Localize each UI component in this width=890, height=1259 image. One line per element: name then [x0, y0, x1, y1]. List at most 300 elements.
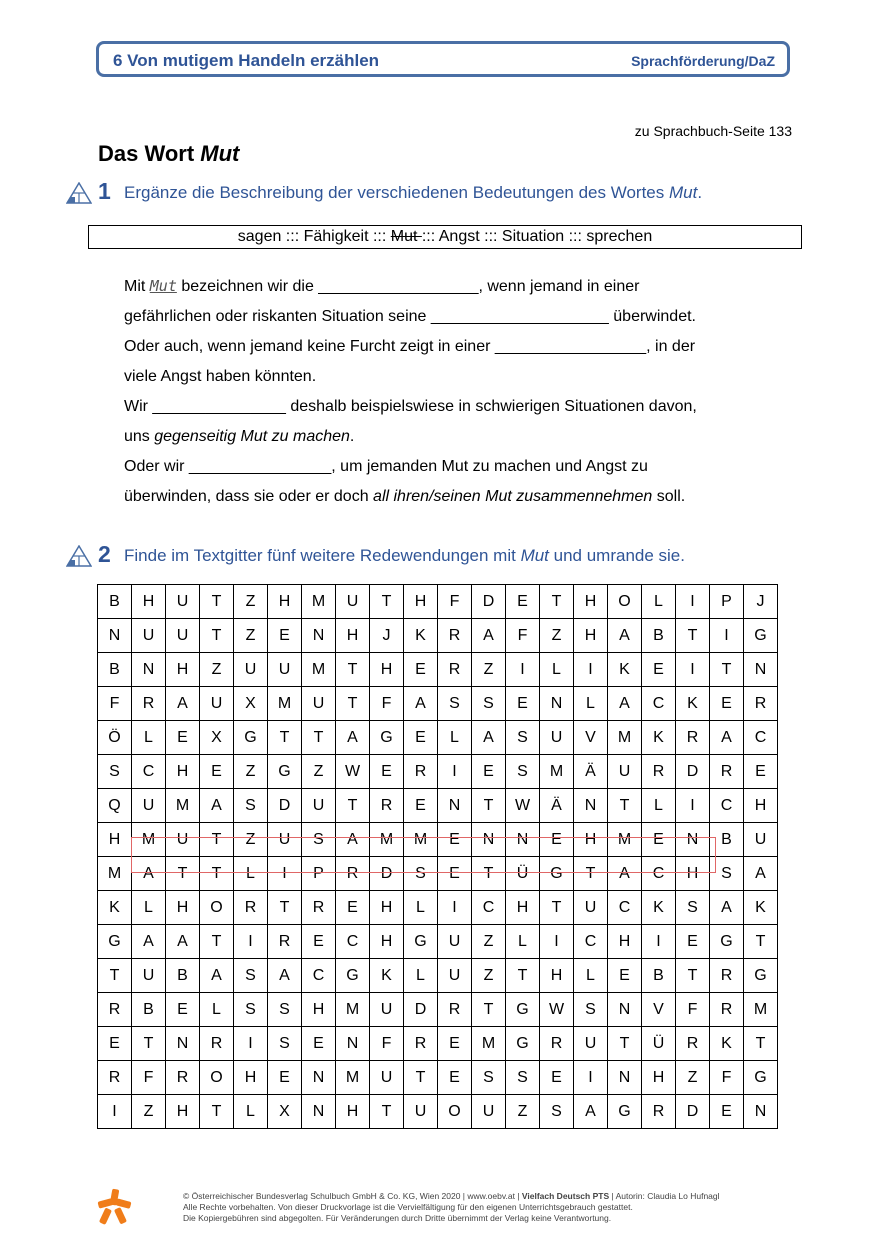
- grid-cell[interactable]: S: [268, 993, 302, 1027]
- grid-cell[interactable]: C: [642, 687, 676, 721]
- grid-cell[interactable]: E: [438, 857, 472, 891]
- grid-cell[interactable]: H: [404, 585, 438, 619]
- grid-cell[interactable]: T: [540, 891, 574, 925]
- grid-cell[interactable]: H: [506, 891, 540, 925]
- grid-cell[interactable]: O: [200, 1061, 234, 1095]
- grid-cell[interactable]: K: [676, 687, 710, 721]
- grid-cell[interactable]: T: [166, 857, 200, 891]
- grid-cell[interactable]: N: [132, 653, 166, 687]
- grid-cell[interactable]: R: [302, 891, 336, 925]
- grid-cell[interactable]: K: [98, 891, 132, 925]
- grid-cell[interactable]: U: [132, 959, 166, 993]
- grid-cell[interactable]: T: [676, 959, 710, 993]
- grid-cell[interactable]: B: [132, 993, 166, 1027]
- grid-cell[interactable]: I: [574, 1061, 608, 1095]
- grid-cell[interactable]: I: [574, 653, 608, 687]
- grid-cell[interactable]: U: [574, 891, 608, 925]
- grid-cell[interactable]: H: [336, 619, 370, 653]
- grid-cell[interactable]: U: [268, 823, 302, 857]
- grid-cell[interactable]: T: [472, 857, 506, 891]
- grid-cell[interactable]: H: [166, 653, 200, 687]
- grid-cell[interactable]: U: [608, 755, 642, 789]
- grid-cell[interactable]: N: [302, 1061, 336, 1095]
- grid-cell[interactable]: I: [234, 925, 268, 959]
- grid-cell[interactable]: A: [268, 959, 302, 993]
- grid-cell[interactable]: H: [336, 1095, 370, 1129]
- grid-cell[interactable]: G: [608, 1095, 642, 1129]
- grid-cell[interactable]: B: [710, 823, 744, 857]
- grid-cell[interactable]: M: [132, 823, 166, 857]
- grid-cell[interactable]: T: [370, 585, 404, 619]
- grid-cell[interactable]: S: [506, 721, 540, 755]
- grid-cell[interactable]: H: [268, 585, 302, 619]
- grid-cell[interactable]: S: [438, 687, 472, 721]
- grid-cell[interactable]: L: [234, 857, 268, 891]
- grid-cell[interactable]: T: [132, 1027, 166, 1061]
- grid-cell[interactable]: N: [336, 1027, 370, 1061]
- grid-cell[interactable]: X: [234, 687, 268, 721]
- grid-cell[interactable]: D: [472, 585, 506, 619]
- grid-cell[interactable]: A: [336, 823, 370, 857]
- grid-cell[interactable]: E: [744, 755, 778, 789]
- grid-cell[interactable]: T: [710, 653, 744, 687]
- grid-cell[interactable]: S: [506, 755, 540, 789]
- grid-cell[interactable]: V: [642, 993, 676, 1027]
- grid-cell[interactable]: O: [200, 891, 234, 925]
- grid-cell[interactable]: T: [268, 721, 302, 755]
- grid-cell[interactable]: E: [438, 1061, 472, 1095]
- grid-cell[interactable]: A: [608, 687, 642, 721]
- grid-cell[interactable]: E: [200, 755, 234, 789]
- grid-cell[interactable]: G: [744, 619, 778, 653]
- grid-cell[interactable]: N: [540, 687, 574, 721]
- grid-cell[interactable]: N: [506, 823, 540, 857]
- grid-cell[interactable]: H: [676, 857, 710, 891]
- grid-cell[interactable]: T: [744, 1027, 778, 1061]
- grid-cell[interactable]: B: [166, 959, 200, 993]
- grid-cell[interactable]: T: [608, 789, 642, 823]
- grid-cell[interactable]: T: [370, 1095, 404, 1129]
- grid-cell[interactable]: R: [710, 993, 744, 1027]
- grid-cell[interactable]: O: [438, 1095, 472, 1129]
- grid-cell[interactable]: M: [404, 823, 438, 857]
- grid-cell[interactable]: Q: [98, 789, 132, 823]
- grid-cell[interactable]: I: [234, 1027, 268, 1061]
- grid-cell[interactable]: R: [710, 755, 744, 789]
- grid-cell[interactable]: U: [234, 653, 268, 687]
- grid-cell[interactable]: E: [506, 687, 540, 721]
- grid-cell[interactable]: E: [268, 619, 302, 653]
- grid-cell[interactable]: V: [574, 721, 608, 755]
- grid-cell[interactable]: M: [98, 857, 132, 891]
- grid-cell[interactable]: G: [540, 857, 574, 891]
- grid-cell[interactable]: S: [234, 993, 268, 1027]
- grid-cell[interactable]: S: [472, 1061, 506, 1095]
- grid-cell[interactable]: W: [506, 789, 540, 823]
- grid-cell[interactable]: K: [370, 959, 404, 993]
- grid-cell[interactable]: E: [302, 1027, 336, 1061]
- grid-cell[interactable]: F: [438, 585, 472, 619]
- grid-cell[interactable]: U: [404, 1095, 438, 1129]
- grid-cell[interactable]: T: [200, 823, 234, 857]
- grid-cell[interactable]: R: [98, 993, 132, 1027]
- grid-cell[interactable]: G: [506, 1027, 540, 1061]
- grid-cell[interactable]: Z: [234, 585, 268, 619]
- grid-cell[interactable]: K: [404, 619, 438, 653]
- grid-cell[interactable]: U: [302, 687, 336, 721]
- grid-cell[interactable]: E: [166, 721, 200, 755]
- grid-cell[interactable]: M: [302, 653, 336, 687]
- grid-cell[interactable]: A: [132, 857, 166, 891]
- grid-cell[interactable]: K: [642, 721, 676, 755]
- grid-cell[interactable]: U: [200, 687, 234, 721]
- grid-cell[interactable]: R: [438, 653, 472, 687]
- grid-cell[interactable]: Z: [234, 755, 268, 789]
- grid-cell[interactable]: G: [370, 721, 404, 755]
- grid-cell[interactable]: C: [574, 925, 608, 959]
- grid-cell[interactable]: L: [234, 1095, 268, 1129]
- grid-cell[interactable]: I: [268, 857, 302, 891]
- grid-cell[interactable]: M: [336, 1061, 370, 1095]
- grid-cell[interactable]: J: [370, 619, 404, 653]
- grid-cell[interactable]: E: [642, 653, 676, 687]
- grid-cell[interactable]: C: [132, 755, 166, 789]
- grid-cell[interactable]: Z: [234, 823, 268, 857]
- grid-cell[interactable]: M: [336, 993, 370, 1027]
- grid-cell[interactable]: R: [268, 925, 302, 959]
- grid-cell[interactable]: I: [676, 585, 710, 619]
- grid-cell[interactable]: O: [608, 585, 642, 619]
- grid-cell[interactable]: W: [540, 993, 574, 1027]
- grid-cell[interactable]: E: [302, 925, 336, 959]
- grid-cell[interactable]: I: [506, 653, 540, 687]
- grid-cell[interactable]: H: [302, 993, 336, 1027]
- grid-cell[interactable]: U: [336, 585, 370, 619]
- grid-cell[interactable]: L: [642, 789, 676, 823]
- grid-cell[interactable]: U: [166, 585, 200, 619]
- grid-cell[interactable]: R: [404, 1027, 438, 1061]
- grid-cell[interactable]: B: [642, 619, 676, 653]
- grid-cell[interactable]: A: [472, 721, 506, 755]
- grid-cell[interactable]: R: [540, 1027, 574, 1061]
- grid-cell[interactable]: U: [540, 721, 574, 755]
- grid-cell[interactable]: L: [132, 891, 166, 925]
- grid-cell[interactable]: R: [642, 1095, 676, 1129]
- grid-cell[interactable]: L: [200, 993, 234, 1027]
- grid-cell[interactable]: L: [404, 959, 438, 993]
- grid-cell[interactable]: N: [608, 993, 642, 1027]
- grid-cell[interactable]: A: [132, 925, 166, 959]
- grid-cell[interactable]: R: [132, 687, 166, 721]
- grid-cell[interactable]: H: [540, 959, 574, 993]
- grid-cell[interactable]: G: [710, 925, 744, 959]
- grid-cell[interactable]: R: [676, 721, 710, 755]
- grid-cell[interactable]: K: [710, 1027, 744, 1061]
- grid-cell[interactable]: R: [336, 857, 370, 891]
- grid-cell[interactable]: M: [302, 585, 336, 619]
- grid-cell[interactable]: H: [98, 823, 132, 857]
- grid-cell[interactable]: A: [710, 891, 744, 925]
- grid-cell[interactable]: T: [744, 925, 778, 959]
- grid-cell[interactable]: E: [166, 993, 200, 1027]
- grid-cell[interactable]: A: [608, 857, 642, 891]
- grid-cell[interactable]: E: [642, 823, 676, 857]
- grid-cell[interactable]: A: [404, 687, 438, 721]
- grid-cell[interactable]: N: [744, 1095, 778, 1129]
- grid-cell[interactable]: T: [472, 993, 506, 1027]
- grid-cell[interactable]: U: [744, 823, 778, 857]
- grid-cell[interactable]: D: [370, 857, 404, 891]
- grid-cell[interactable]: M: [540, 755, 574, 789]
- grid-cell[interactable]: N: [608, 1061, 642, 1095]
- grid-cell[interactable]: M: [608, 823, 642, 857]
- grid-cell[interactable]: E: [540, 823, 574, 857]
- grid-cell[interactable]: Z: [200, 653, 234, 687]
- grid-cell[interactable]: E: [370, 755, 404, 789]
- grid-cell[interactable]: G: [744, 1061, 778, 1095]
- grid-cell[interactable]: G: [98, 925, 132, 959]
- grid-cell[interactable]: E: [608, 959, 642, 993]
- grid-cell[interactable]: E: [710, 1095, 744, 1129]
- grid-cell[interactable]: A: [574, 1095, 608, 1129]
- grid-cell[interactable]: H: [370, 891, 404, 925]
- grid-cell[interactable]: S: [98, 755, 132, 789]
- grid-cell[interactable]: H: [642, 1061, 676, 1095]
- grid-cell[interactable]: T: [676, 619, 710, 653]
- grid-cell[interactable]: H: [234, 1061, 268, 1095]
- grid-cell[interactable]: E: [336, 891, 370, 925]
- grid-cell[interactable]: T: [200, 925, 234, 959]
- grid-cell[interactable]: L: [642, 585, 676, 619]
- grid-cell[interactable]: H: [744, 789, 778, 823]
- grid-cell[interactable]: S: [404, 857, 438, 891]
- grid-cell[interactable]: U: [370, 1061, 404, 1095]
- grid-cell[interactable]: H: [574, 619, 608, 653]
- grid-cell[interactable]: T: [506, 959, 540, 993]
- grid-cell[interactable]: R: [438, 993, 472, 1027]
- grid-cell[interactable]: T: [540, 585, 574, 619]
- grid-cell[interactable]: I: [438, 755, 472, 789]
- grid-cell[interactable]: T: [472, 789, 506, 823]
- grid-cell[interactable]: Ü: [642, 1027, 676, 1061]
- grid-cell[interactable]: D: [676, 755, 710, 789]
- grid-cell[interactable]: T: [302, 721, 336, 755]
- grid-cell[interactable]: U: [166, 823, 200, 857]
- grid-cell[interactable]: C: [744, 721, 778, 755]
- grid-cell[interactable]: A: [166, 687, 200, 721]
- grid-cell[interactable]: T: [200, 585, 234, 619]
- grid-cell[interactable]: K: [608, 653, 642, 687]
- grid-cell[interactable]: H: [370, 653, 404, 687]
- grid-cell[interactable]: F: [98, 687, 132, 721]
- grid-cell[interactable]: P: [710, 585, 744, 619]
- grid-cell[interactable]: R: [370, 789, 404, 823]
- grid-cell[interactable]: Ö: [98, 721, 132, 755]
- grid-cell[interactable]: T: [336, 687, 370, 721]
- grid-cell[interactable]: N: [302, 1095, 336, 1129]
- grid-cell[interactable]: H: [608, 925, 642, 959]
- grid-cell[interactable]: N: [472, 823, 506, 857]
- grid-cell[interactable]: A: [608, 619, 642, 653]
- grid-cell[interactable]: F: [506, 619, 540, 653]
- grid-cell[interactable]: T: [200, 619, 234, 653]
- grid-cell[interactable]: D: [268, 789, 302, 823]
- grid-cell[interactable]: E: [472, 755, 506, 789]
- grid-cell[interactable]: E: [268, 1061, 302, 1095]
- grid-cell[interactable]: L: [574, 959, 608, 993]
- grid-cell[interactable]: U: [132, 789, 166, 823]
- grid-cell[interactable]: A: [200, 789, 234, 823]
- grid-cell[interactable]: G: [506, 993, 540, 1027]
- grid-cell[interactable]: N: [98, 619, 132, 653]
- grid-cell[interactable]: N: [438, 789, 472, 823]
- grid-cell[interactable]: S: [302, 823, 336, 857]
- grid-cell[interactable]: Z: [676, 1061, 710, 1095]
- grid-cell[interactable]: C: [642, 857, 676, 891]
- grid-cell[interactable]: T: [608, 1027, 642, 1061]
- grid-cell[interactable]: Z: [506, 1095, 540, 1129]
- grid-cell[interactable]: E: [540, 1061, 574, 1095]
- grid-cell[interactable]: R: [404, 755, 438, 789]
- grid-cell[interactable]: N: [166, 1027, 200, 1061]
- grid-cell[interactable]: E: [438, 823, 472, 857]
- grid-cell[interactable]: I: [676, 653, 710, 687]
- grid-cell[interactable]: U: [574, 1027, 608, 1061]
- grid-cell[interactable]: C: [302, 959, 336, 993]
- grid-cell[interactable]: R: [98, 1061, 132, 1095]
- grid-cell[interactable]: M: [744, 993, 778, 1027]
- grid-cell[interactable]: G: [404, 925, 438, 959]
- grid-cell[interactable]: G: [234, 721, 268, 755]
- grid-cell[interactable]: F: [676, 993, 710, 1027]
- grid-cell[interactable]: R: [676, 1027, 710, 1061]
- grid-cell[interactable]: A: [472, 619, 506, 653]
- grid-cell[interactable]: I: [98, 1095, 132, 1129]
- grid-cell[interactable]: A: [336, 721, 370, 755]
- grid-cell[interactable]: U: [302, 789, 336, 823]
- grid-cell[interactable]: B: [98, 653, 132, 687]
- grid-cell[interactable]: Z: [540, 619, 574, 653]
- grid-cell[interactable]: U: [438, 959, 472, 993]
- grid-cell[interactable]: D: [404, 993, 438, 1027]
- grid-cell[interactable]: W: [336, 755, 370, 789]
- grid-cell[interactable]: H: [166, 755, 200, 789]
- grid-cell[interactable]: S: [234, 789, 268, 823]
- grid-cell[interactable]: S: [676, 891, 710, 925]
- grid-cell[interactable]: P: [302, 857, 336, 891]
- grid-cell[interactable]: I: [438, 891, 472, 925]
- grid-cell[interactable]: L: [132, 721, 166, 755]
- grid-cell[interactable]: C: [608, 891, 642, 925]
- grid-cell[interactable]: S: [472, 687, 506, 721]
- grid-cell[interactable]: Z: [302, 755, 336, 789]
- grid-cell[interactable]: S: [506, 1061, 540, 1095]
- grid-cell[interactable]: T: [336, 653, 370, 687]
- grid-cell[interactable]: R: [744, 687, 778, 721]
- grid-cell[interactable]: E: [404, 721, 438, 755]
- grid-cell[interactable]: Ä: [540, 789, 574, 823]
- grid-cell[interactable]: Ä: [574, 755, 608, 789]
- grid-cell[interactable]: G: [336, 959, 370, 993]
- grid-cell[interactable]: Z: [472, 653, 506, 687]
- grid-cell[interactable]: N: [744, 653, 778, 687]
- grid-cell[interactable]: K: [744, 891, 778, 925]
- grid-cell[interactable]: U: [132, 619, 166, 653]
- grid-cell[interactable]: T: [404, 1061, 438, 1095]
- grid-cell[interactable]: B: [642, 959, 676, 993]
- grid-cell[interactable]: I: [676, 789, 710, 823]
- grid-cell[interactable]: A: [744, 857, 778, 891]
- grid-cell[interactable]: N: [574, 789, 608, 823]
- grid-cell[interactable]: F: [710, 1061, 744, 1095]
- grid-cell[interactable]: H: [132, 585, 166, 619]
- grid-cell[interactable]: L: [438, 721, 472, 755]
- grid-cell[interactable]: T: [336, 789, 370, 823]
- grid-cell[interactable]: N: [302, 619, 336, 653]
- grid-cell[interactable]: L: [404, 891, 438, 925]
- grid-cell[interactable]: S: [540, 1095, 574, 1129]
- grid-cell[interactable]: H: [574, 823, 608, 857]
- grid-cell[interactable]: T: [268, 891, 302, 925]
- grid-cell[interactable]: C: [336, 925, 370, 959]
- grid-cell[interactable]: S: [234, 959, 268, 993]
- grid-cell[interactable]: R: [642, 755, 676, 789]
- grid-cell[interactable]: Ü: [506, 857, 540, 891]
- grid-cell[interactable]: M: [608, 721, 642, 755]
- grid-cell[interactable]: U: [438, 925, 472, 959]
- grid-cell[interactable]: K: [642, 891, 676, 925]
- grid-cell[interactable]: T: [98, 959, 132, 993]
- grid-cell[interactable]: C: [710, 789, 744, 823]
- grid-cell[interactable]: R: [234, 891, 268, 925]
- grid-cell[interactable]: T: [200, 857, 234, 891]
- grid-cell[interactable]: E: [438, 1027, 472, 1061]
- grid-cell[interactable]: G: [268, 755, 302, 789]
- grid-cell[interactable]: M: [472, 1027, 506, 1061]
- grid-cell[interactable]: S: [574, 993, 608, 1027]
- grid-cell[interactable]: E: [404, 653, 438, 687]
- grid-cell[interactable]: C: [472, 891, 506, 925]
- grid-cell[interactable]: S: [710, 857, 744, 891]
- grid-cell[interactable]: I: [710, 619, 744, 653]
- grid-cell[interactable]: M: [268, 687, 302, 721]
- grid-cell[interactable]: H: [370, 925, 404, 959]
- grid-cell[interactable]: Z: [132, 1095, 166, 1129]
- grid-cell[interactable]: L: [506, 925, 540, 959]
- grid-cell[interactable]: U: [472, 1095, 506, 1129]
- grid-cell[interactable]: T: [574, 857, 608, 891]
- grid-cell[interactable]: E: [98, 1027, 132, 1061]
- grid-cell[interactable]: F: [370, 687, 404, 721]
- grid-cell[interactable]: E: [710, 687, 744, 721]
- grid-cell[interactable]: D: [676, 1095, 710, 1129]
- grid-cell[interactable]: J: [744, 585, 778, 619]
- grid-cell[interactable]: R: [438, 619, 472, 653]
- grid-cell[interactable]: G: [744, 959, 778, 993]
- grid-cell[interactable]: X: [268, 1095, 302, 1129]
- grid-cell[interactable]: H: [166, 891, 200, 925]
- grid-cell[interactable]: S: [268, 1027, 302, 1061]
- grid-cell[interactable]: U: [370, 993, 404, 1027]
- grid-cell[interactable]: E: [676, 925, 710, 959]
- grid-cell[interactable]: I: [642, 925, 676, 959]
- grid-cell[interactable]: Z: [472, 925, 506, 959]
- grid-cell[interactable]: X: [200, 721, 234, 755]
- grid-cell[interactable]: E: [404, 789, 438, 823]
- grid-cell[interactable]: N: [676, 823, 710, 857]
- grid-cell[interactable]: L: [574, 687, 608, 721]
- grid-cell[interactable]: M: [166, 789, 200, 823]
